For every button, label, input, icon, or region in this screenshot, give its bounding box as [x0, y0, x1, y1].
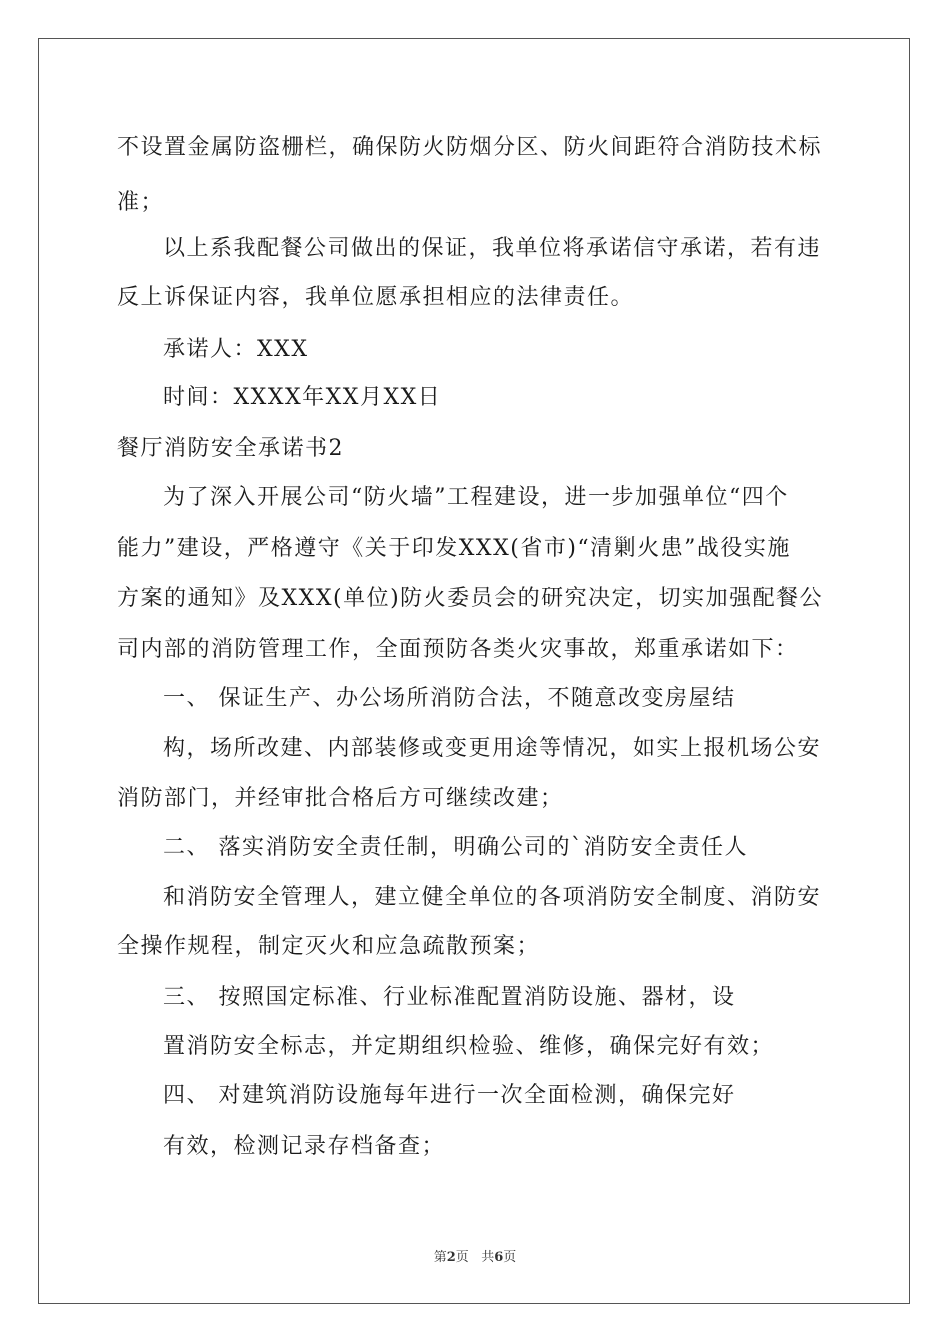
text-line: 为了深入开展公司“防火墙”工程建设，进一步加强单位“四个 — [163, 485, 789, 510]
text-line: 准； — [117, 190, 165, 215]
text-line: 有效，检测记录存档备查； — [163, 1134, 446, 1159]
text-line: 和消防安全管理人，建立健全单位的各项消防安全制度、消防安 — [163, 885, 822, 910]
text-line: 反上诉保证内容，我单位愿承担相应的法律责任。 — [117, 285, 635, 310]
text-line: 司内部的消防管理工作，全面预防各类火灾事故，郑重承诺如下： — [117, 637, 799, 662]
text-line: 能力”建设，严格遵守《关于印发XXX(省市)“清剿火患”战役实施 — [117, 536, 791, 561]
page-number: 第2页 共6页 — [433, 1250, 517, 1265]
signatory-line: 承诺人：XXX — [163, 337, 309, 362]
text-line: 全操作规程，制定灭火和应急疏散预案； — [117, 934, 541, 959]
page-border — [38, 38, 910, 1304]
text-line: 置消防安全标志，并定期组织检验、维修，确保完好有效； — [163, 1034, 775, 1059]
text-line: 消防部门，并经审批合格后方可继续改建； — [117, 786, 564, 811]
list-item-1: 一、 保证生产、办公场所消防合法，不随意改变房屋结 — [163, 686, 736, 711]
text-line: 构，场所改建、内部装修或变更用途等情况，如实上报机场公安 — [163, 736, 822, 761]
date-line: 时间：XXXX年XX月XX日 — [163, 385, 442, 410]
text-line: 方案的通知》及XXX(单位)防火委员会的研究决定，切实加强配餐公 — [117, 586, 824, 611]
list-item-3: 三、 按照国定标准、行业标准配置消防设施、器材，设 — [163, 985, 736, 1010]
text-line: 不设置金属防盗栅栏，确保防火防烟分区、防火间距符合消防技术标 — [117, 135, 823, 160]
list-item-4: 四、 对建筑消防设施每年进行一次全面检测，确保完好 — [163, 1083, 736, 1108]
section-title: 餐厅消防安全承诺书2 — [117, 436, 344, 461]
text-line: 以上系我配餐公司做出的保证，我单位将承诺信守承诺，若有违 — [163, 236, 822, 261]
list-item-2: 二、 落实消防安全责任制，明确公司的`消防安全责任人 — [163, 835, 748, 860]
